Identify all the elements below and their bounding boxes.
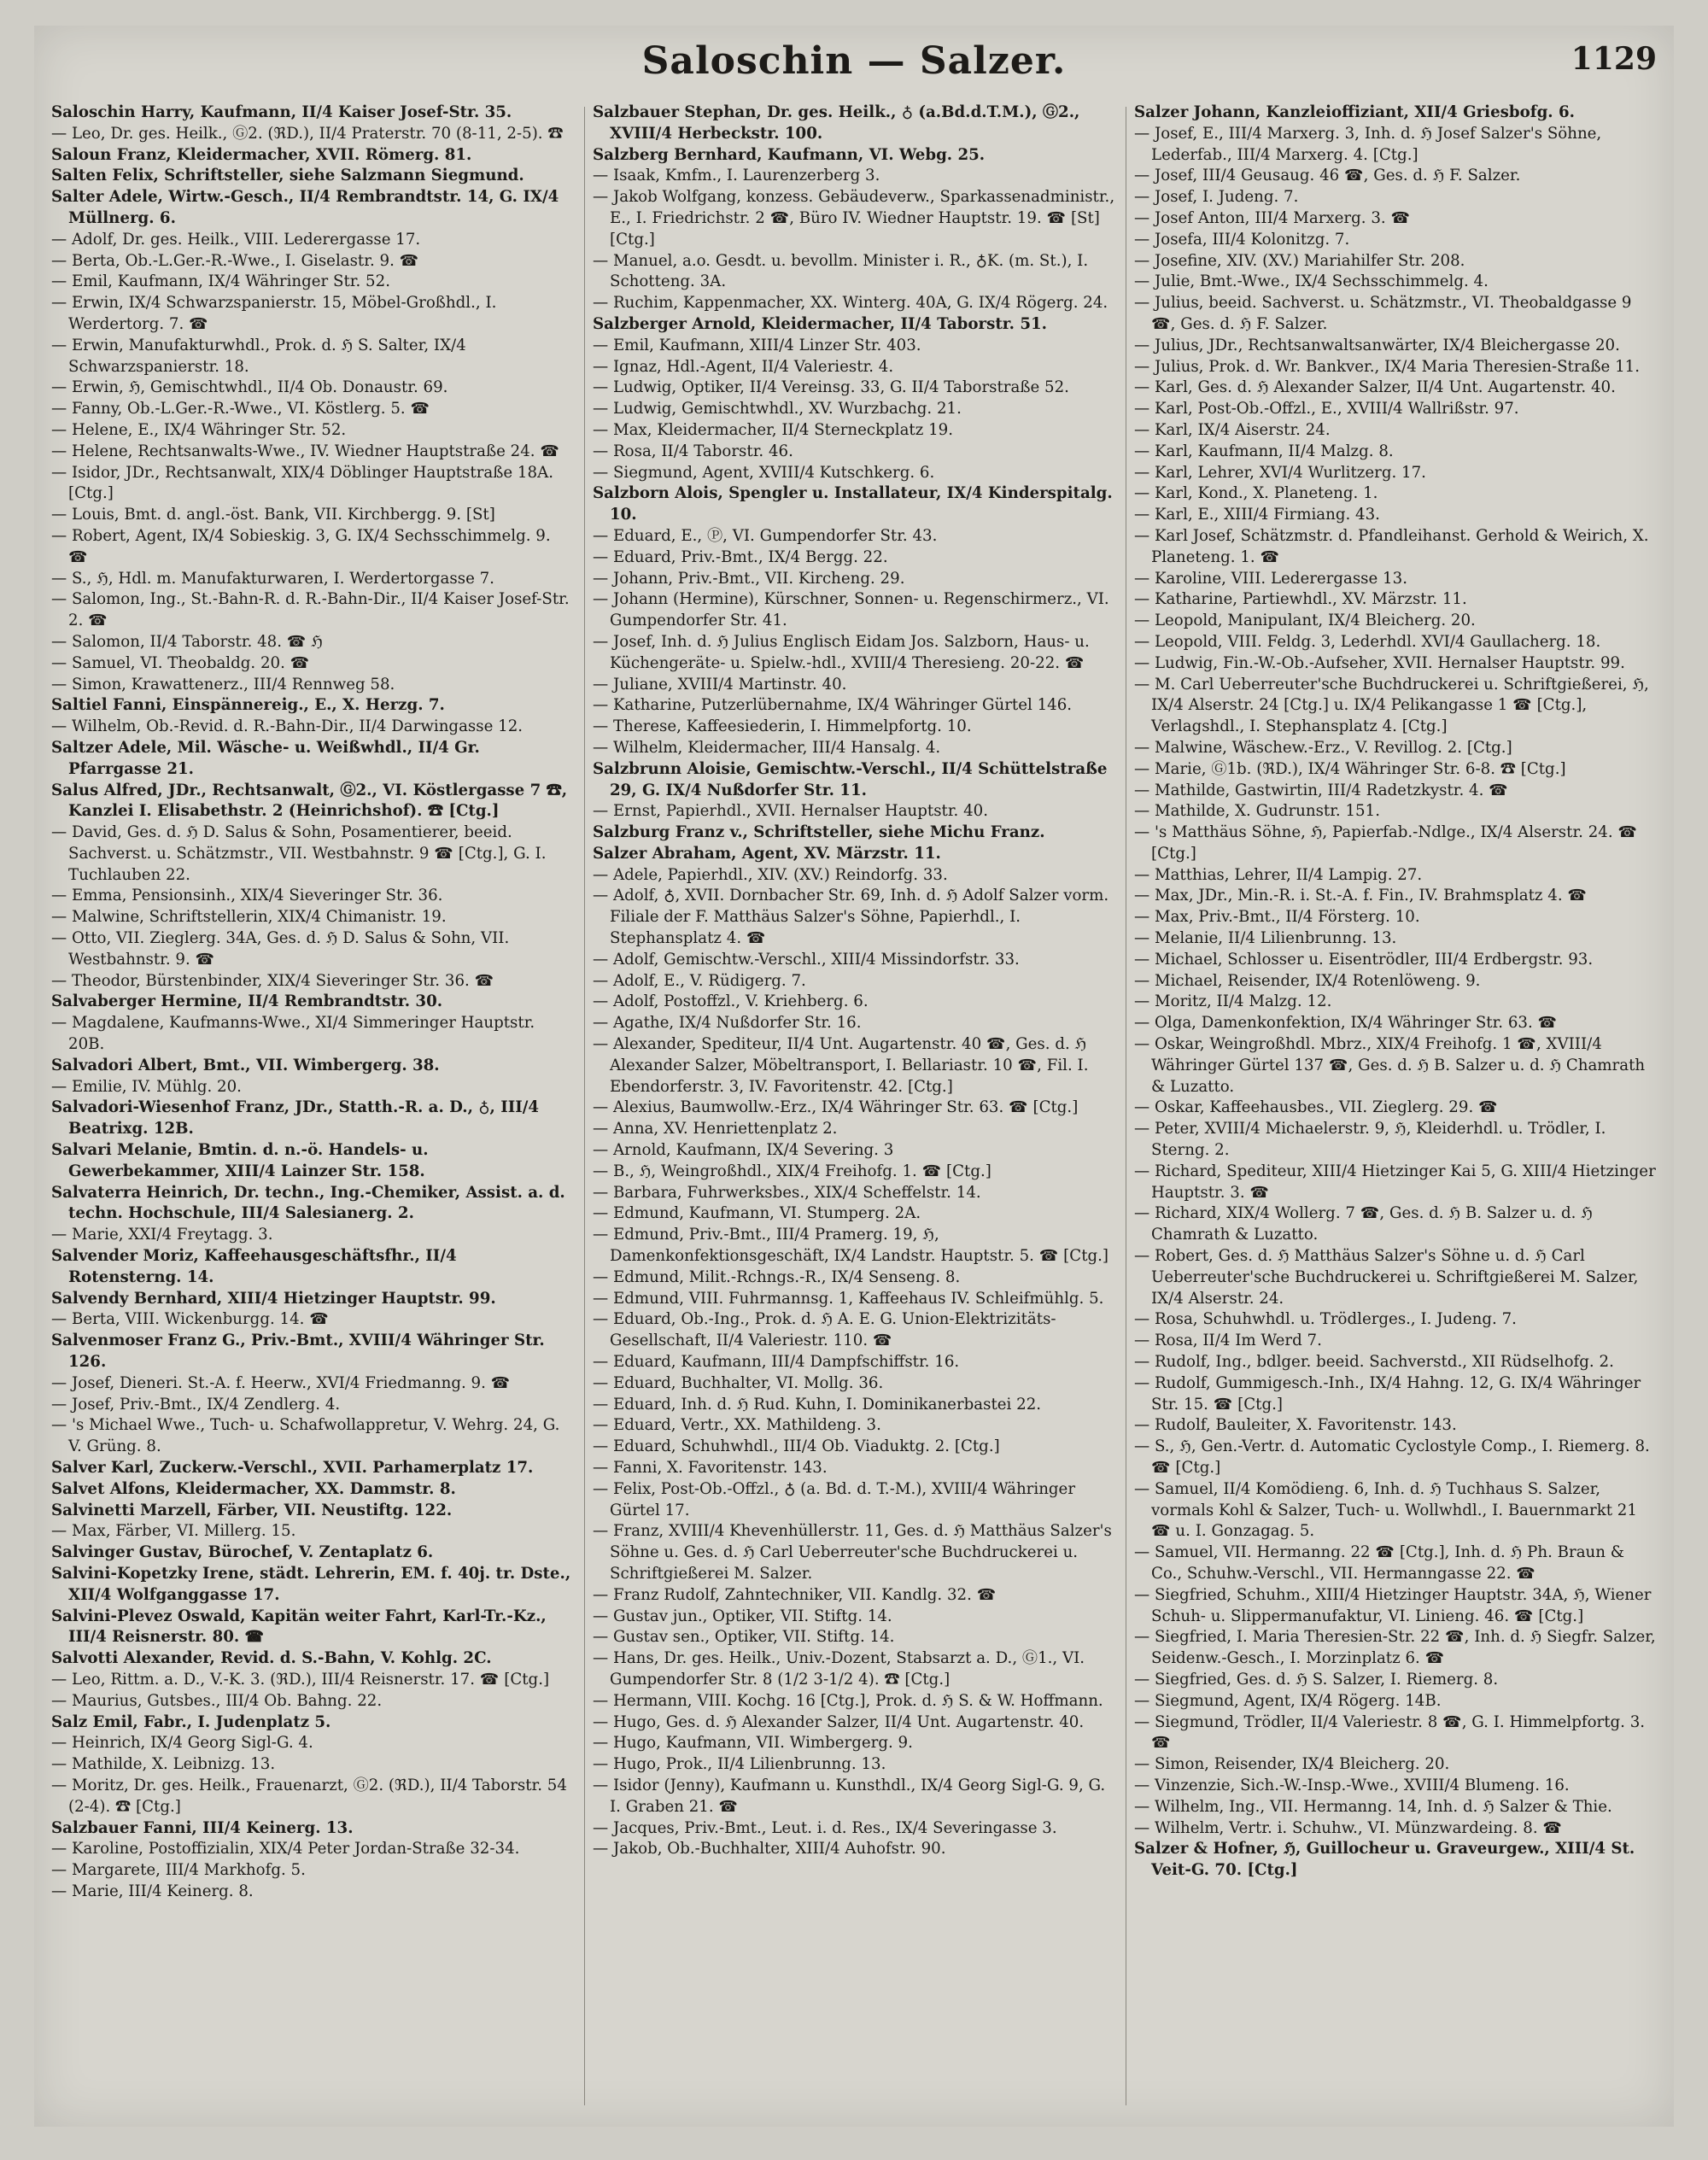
directory-entry: — Josef, I. Judeng. 7. <box>1134 188 1299 207</box>
directory-entry: — Wilhelm, Ob.-Revid. d. R.-Bahn-Dir., II/4 Darwingasse 12. <box>51 717 524 736</box>
directory-entry: — Louis, Bmt. d. angl.-öst. Bank, VII. Kirchbergg. 9. [St] <box>51 506 495 524</box>
directory-entry: — Oskar, Kaffeehausbes., VII. Zieglerg. 29. ☎ <box>1134 1098 1498 1117</box>
directory-entry: Salz Emil, Fabr., I. Judenplatz 5. <box>51 1712 331 1731</box>
directory-entry: Salzbrunn Aloisie, Gemischtw.-Verschl., II/4 Schüttelstraße 29, G. IX/4 Nußdorfer Str. 11. <box>593 759 1108 799</box>
directory-entry: — Manuel, a.o. Gesdt. u. bevollm. Minister i. R., ♁K. (m. St.), I. Schotteng. 3A. <box>593 251 1089 291</box>
directory-entry: — Agathe, IX/4 Nußdorfer Str. 16. <box>593 1014 862 1033</box>
directory-entry: Saltiel Fanni, Einspännereig., E., X. Herzg. 7. <box>51 696 445 715</box>
directory-entry: — S., ℌ, Gen.-Vertr. d. Automatic Cyclostyle Comp., I. Riemerg. 8. ☎ [Ctg.] <box>1134 1437 1650 1477</box>
directory-entry: — David, Ges. d. ℌ D. Salus & Sohn, Posamentierer, beeid. Sachverst. u. Schätzmstr., VII. Westbahnstr. 9 ☎ [Ctg.], G. I. Tuchlauben 22. <box>51 823 547 884</box>
directory-entry: Salzborn Alois, Spengler u. Installateur, IX/4 Kinderspitalg. 10. <box>593 484 1113 524</box>
directory-entry: — Karoline, Postoffizialin, XIX/4 Peter Jordan-Straße 32-34. <box>51 1840 520 1859</box>
directory-entry: — Wilhelm, Kleidermacher, III/4 Hansalg. 4. <box>593 738 941 757</box>
directory-entry: Salzbauer Fanni, III/4 Keinerg. 13. <box>51 1818 354 1837</box>
directory-entry: Salvinetti Marzell, Färber, VII. Neustiftg. 122. <box>51 1501 453 1519</box>
directory-entry: — Maurius, Gutsbes., III/4 Ob. Bahng. 22. <box>51 1691 383 1710</box>
directory-entry: — Franz Rudolf, Zahntechniker, VII. Kandlg. 32. ☎ <box>593 1585 997 1604</box>
directory-entry: — Mathilde, Gastwirtin, III/4 Radetzkystr. 4. ☎ <box>1134 781 1508 799</box>
directory-entry: Salvenmoser Franz G., Priv.-Bmt., XVIII/4 Währinger Str. 126. <box>51 1332 545 1372</box>
directory-entry: Salvini-Kopetzky Irene, städt. Lehrerin, EM. f. 40j. tr. Dste., XII/4 Wolfganggasse 17. <box>51 1564 571 1604</box>
directory-entry: — Max, Färber, VI. Millerg. 15. <box>51 1522 296 1541</box>
directory-entry: — 's Michael Wwe., Tuch- u. Schafwollappretur, V. Wehrg. 24, G. V. Grüng. 8. <box>51 1416 560 1456</box>
directory-entry: — Wilhelm, Ing., VII. Hermanng. 14, Inh. d. ℌ Salzer & Thie. <box>1134 1797 1612 1816</box>
column-divider <box>584 107 585 2105</box>
directory-entry: — Adolf, ♁, XVII. Dornbacher Str. 69, Inh. d. ℌ Adolf Salzer vorm. Filiale der F. Matthäus Salzer's Söhne, Papierhdl., I. Stephansplatz 4. ☎ <box>593 887 1109 948</box>
directory-entry: — Hans, Dr. ges. Heilk., Univ.-Dozent, Stabsarzt a. D., Ⓖ1., VI. Gumpendorfer Str. 8 (1/2 3-1/2 4). ☎ [Ctg.] <box>593 1649 1085 1689</box>
directory-entry: Saloschin Harry, Kaufmann, II/4 Kaiser Josef-Str. 35. <box>51 103 512 121</box>
directory-entry: — Emilie, IV. Mühlg. 20. <box>51 1077 242 1096</box>
directory-entry: — Simon, Reisender, IX/4 Bleicherg. 20. <box>1134 1755 1450 1774</box>
directory-entry: — Gustav jun., Optiker, VII. Stiftg. 14. <box>593 1607 892 1625</box>
directory-entry: — Marie, XXI/4 Freytagg. 3. <box>51 1226 273 1244</box>
directory-entry: — Josefa, III/4 Kolonitzg. 7. <box>1134 230 1350 249</box>
directory-entry: — Richard, XIX/4 Wollerg. 7 ☎, Ges. d. ℌ B. Salzer u. d. ℌ Chamrath & Luzatto. <box>1134 1204 1593 1244</box>
directory-entry: — Margarete, III/4 Markhofg. 5. <box>51 1861 306 1880</box>
directory-entry: — Josef, E., III/4 Marxerg. 3, Inh. d. ℌ Josef Salzer's Söhne, Lederfab., III/4 Marxerg. 4. [Ctg.] <box>1134 124 1602 164</box>
directory-entry: Salver Karl, Zuckerw.-Verschl., XVII. Parhamerplatz 17. <box>51 1459 534 1477</box>
directory-entry: — Siegfried, Ges. d. ℌ S. Salzer, I. Riemerg. 8. <box>1134 1670 1499 1689</box>
directory-entry: Saloun Franz, Kleidermacher, XVII. Römerg. 81. <box>51 145 472 164</box>
directory-entry: — Barbara, Fuhrwerksbes., XIX/4 Scheffelstr. 14. <box>593 1183 981 1202</box>
directory-entry: — Karl Josef, Schätzmstr. d. Pfandleihanst. Gerhold & Weirich, X. Planeteng. 1. ☎ <box>1134 526 1649 566</box>
directory-entry: — Fanni, X. Favoritenstr. 143. <box>593 1459 828 1477</box>
directory-entry: — Rosa, II/4 Im Werd 7. <box>1134 1332 1322 1350</box>
directory-entry: — Franz, XVIII/4 Khevenhüllerstr. 11, Ges. d. ℌ Matthäus Salzer's Söhne u. Ges. d. ℌ Carl Ueberreuter'sche Buchdruckerei u. Schriftgießerei M. Salzer. <box>593 1522 1112 1583</box>
directory-entry: — Eduard, Inh. d. ℌ Rud. Kuhn, I. Dominikanerbastei 22. <box>593 1395 1042 1414</box>
directory-entry: — Ernst, Papierhdl., XVII. Hernalser Hauptstr. 40. <box>593 802 989 821</box>
directory-entry: — Leopold, Manipulant, IX/4 Bleicherg. 20. <box>1134 612 1476 630</box>
directory-entry: — Karl, Kaufmann, II/4 Malzg. 8. <box>1134 442 1394 460</box>
directory-entry: — Erwin, ℌ, Gemischtwhdl., II/4 Ob. Donaustr. 69. <box>51 378 448 397</box>
directory-entry: — M. Carl Ueberreuter'sche Buchdruckerei u. Schriftgießerei, ℌ, IX/4 Alserstr. 24 [Ctg.] u. IX/4 Pelikangasse 1 ☎ [Ctg.], Verlagshdl., I. Stephansplatz 4. [Ctg.] <box>1134 675 1649 736</box>
directory-entry: — Robert, Agent, IX/4 Sobieskig. 3, G. IX/4 Sechsschimmelg. 9. ☎ <box>51 526 551 566</box>
directory-entry: Salzbauer Stephan, Dr. ges. Heilk., ♁ (a.Bd.d.T.M.), Ⓖ2., XVIII/4 Herbeckstr. 100. <box>593 103 1080 143</box>
directory-entry: — Hermann, VIII. Kochg. 16 [Ctg.], Prok. d. ℌ S. & W. Hoffmann. <box>593 1691 1103 1710</box>
directory-page <box>34 26 1674 2127</box>
directory-entry: — Siegfried, Schuhm., XIII/4 Hietzinger Hauptstr. 34A, ℌ, Wiener Schuh- u. Slippermanufaktur, VI. Linieng. 46. ☎ [Ctg.] <box>1134 1585 1652 1625</box>
directory-entry: — Leo, Dr. ges. Heilk., Ⓖ2. (ℜD.), II/4 Praterstr. 70 (8-11, 2-5). ☎ <box>51 124 564 143</box>
directory-entry: — Eduard, E., Ⓟ, VI. Gumpendorfer Str. 43. <box>593 526 938 545</box>
directory-entry: — Matthias, Lehrer, II/4 Lampig. 27. <box>1134 865 1423 884</box>
directory-entry: — Jacques, Priv.-Bmt., Leut. i. d. Res., IX/4 Severingasse 3. <box>593 1818 1057 1837</box>
directory-entry: — Salomon, Ing., St.-Bahn-R. d. R.-Bahn-Dir., II/4 Kaiser Josef-Str. 2. ☎ <box>51 590 570 630</box>
directory-entry: — Eduard, Schuhwhdl., III/4 Ob. Viaduktg. 2. [Ctg.] <box>593 1437 1000 1456</box>
directory-entry: — Eduard, Kaufmann, III/4 Dampfschiffstr. 16. <box>593 1353 960 1372</box>
directory-entry: — 's Matthäus Söhne, ℌ, Papierfab.-Ndlge., IX/4 Alserstr. 24. ☎ [Ctg.] <box>1134 823 1638 863</box>
directory-entry: — Rudolf, Gummigesch.-Inh., IX/4 Hahng. 12, G. IX/4 Währinger Str. 15. ☎ [Ctg.] <box>1134 1373 1641 1414</box>
directory-entry: — Edmund, VIII. Fuhrmannsg. 1, Kaffeehaus IV. Schleifmühlg. 5. <box>593 1289 1104 1308</box>
directory-entry: Salten Felix, Schriftsteller, siehe Salzmann Siegmund. <box>51 167 524 185</box>
directory-entry: — Alexius, Baumwollw.-Erz., IX/4 Währinger Str. 63. ☎ [Ctg.] <box>593 1098 1079 1117</box>
page-title: Saloschin — Salzer. <box>641 39 1067 83</box>
directory-entry: — Erwin, IX/4 Schwarzspanierstr. 15, Möbel-Großhdl., I. Werdertorg. 7. ☎ <box>51 294 497 333</box>
directory-entry: Salvender Moriz, Kaffeehausgeschäftsfhr., II/4 Rotensterng. 14. <box>51 1247 457 1286</box>
directory-entry: — Helene, Rechtsanwalts-Wwe., IV. Wiedner Hauptstraße 24. ☎ <box>51 442 560 460</box>
directory-entry: — Berta, VIII. Wickenburgg. 14. ☎ <box>51 1310 329 1329</box>
directory-entry: — Julie, Bmt.-Wwe., IX/4 Sechsschimmelg. 4. <box>1134 272 1489 291</box>
directory-entry: — Samuel, II/4 Komödieng. 6, Inh. d. ℌ Tuchhaus S. Salzer, vormals Kohl & Salzer, Tuch- u. Wollwhdl., I. Bauernmarkt 21 ☎ u. I. Gonzagag. 5. <box>1134 1479 1637 1541</box>
directory-entry: — Leo, Rittm. a. D., V.-K. 3. (ℜD.), III/4 Reisnerstr. 17. ☎ [Ctg.] <box>51 1670 550 1689</box>
directory-entry: — Josef Anton, III/4 Marxerg. 3. ☎ <box>1134 208 1411 227</box>
directory-entry: Salvadori Albert, Bmt., VII. Wimbergerg. 38. <box>51 1056 440 1074</box>
page-header <box>34 39 1674 99</box>
directory-entry: — Katharine, Putzerlübernahme, IX/4 Währinger Gürtel 146. <box>593 696 1073 715</box>
directory-entry: — Mathilde, X. Gudrunstr. 151. <box>1134 802 1380 821</box>
directory-entry: — Josef, III/4 Geusaug. 46 ☎, Ges. d. ℌ F. Salzer. <box>1134 167 1521 185</box>
directory-entry: — Adolf, Gemischtw.-Verschl., XIII/4 Missindorfstr. 33. <box>593 950 1020 969</box>
directory-entry: Salvinger Gustav, Bürochef, V. Zentaplatz 6. <box>51 1543 434 1562</box>
directory-entry: — Moritz, II/4 Malzg. 12. <box>1134 992 1332 1011</box>
directory-entry: — Julius, JDr., Rechtsanwaltsanwärter, IX/4 Bleichergasse 20. <box>1134 336 1620 354</box>
directory-entry: — Richard, Spediteur, XIII/4 Hietzinger Kai 5, G. XIII/4 Hietzinger Hauptstr. 3. ☎ <box>1134 1162 1656 1202</box>
directory-entry: — Isidor (Jenny), Kaufmann u. Kunsthdl., IX/4 Georg Sigl-G. 9, G. I. Graben 21. ☎ <box>593 1776 1106 1816</box>
directory-entry: — Arnold, Kaufmann, IX/4 Severing. 3 <box>593 1141 894 1160</box>
directory-entry: Salzer & Hofner, ℌ, Guillocheur u. Graveurgew., XIII/4 St. Veit-G. 70. [Ctg.] <box>1134 1840 1635 1880</box>
directory-entry: — Adolf, Postoffzl., V. Kriehberg. 6. <box>593 992 869 1011</box>
directory-entry: — Jakob, Ob.-Buchhalter, XIII/4 Auhofstr. 90. <box>593 1840 946 1859</box>
directory-entry: — S., ℌ, Hdl. m. Manufakturwaren, I. Werdertorgasse 7. <box>51 569 494 588</box>
directory-entry: — Anna, XV. Henriettenplatz 2. <box>593 1120 838 1139</box>
directory-entry: Salzer Johann, Kanzleioffiziant, XII/4 Griesbofg. 6. <box>1134 103 1575 121</box>
directory-entry: Salvet Alfons, Kleidermacher, XX. Dammstr. 8. <box>51 1479 456 1498</box>
directory-entry: — Edmund, Milit.-Rchngs.-R., IX/4 Senseng. 8. <box>593 1267 961 1286</box>
directory-entry: — Olga, Damenkonfektion, IX/4 Währinger Str. 63. ☎ <box>1134 1014 1558 1033</box>
directory-entry: — Johann, Priv.-Bmt., VII. Kircheng. 29. <box>593 569 905 588</box>
directory-entry: Salter Adele, Wirtw.-Gesch., II/4 Rembrandtstr. 14, G. IX/4 Müllnerg. 6. <box>51 188 559 227</box>
directory-entry: — Adele, Papierhdl., XIV. (XV.) Reindorfg. 33. <box>593 865 948 884</box>
directory-entry: — Wilhelm, Vertr. i. Schuhw., VI. Münzwardeing. 8. ☎ <box>1134 1818 1563 1837</box>
directory-entry: Salvaberger Hermine, II/4 Rembrandtstr. 30. <box>51 992 443 1011</box>
directory-entry: — Michael, Schlosser u. Eisentrödler, III/4 Erdbergstr. 93. <box>1134 950 1594 969</box>
column-middle <box>593 102 1115 2110</box>
directory-entry: — Therese, Kaffeesiederin, I. Himmelpfortg. 10. <box>593 717 972 736</box>
directory-entry: — Ruchim, Kappenmacher, XX. Winterg. 40A, G. IX/4 Rögerg. 24. <box>593 294 1108 313</box>
directory-entry: — Berta, Ob.-L.Ger.-R.-Wwe., I. Giselastr. 9. ☎ <box>51 251 419 270</box>
directory-entry: — Theodor, Bürstenbinder, XIX/4 Sieveringer Str. 36. ☎ <box>51 971 494 990</box>
directory-entry: — Max, Priv.-Bmt., II/4 Försterg. 10. <box>1134 908 1420 927</box>
directory-entry: — Rudolf, Ing., bdlger. beeid. Sachverstd., XII Rüdselhofg. 2. <box>1134 1353 1614 1372</box>
directory-entry: — Adolf, E., V. Rüdigerg. 7. <box>593 971 806 990</box>
directory-entry: Salvendy Bernhard, XIII/4 Hietzinger Hauptstr. 99. <box>51 1289 496 1308</box>
directory-entry: — Leopold, VIII. Feldg. 3, Lederhdl. XVI/4 Gaullacherg. 18. <box>1134 632 1601 651</box>
column-right <box>1134 102 1657 2110</box>
directory-entry: — Isaak, Kmfm., I. Laurenzerberg 3. <box>593 167 880 185</box>
directory-entry: — Karl, IX/4 Aiserstr. 24. <box>1134 420 1331 439</box>
directory-entry: — Salomon, II/4 Taborstr. 48. ☎ ℌ <box>51 632 323 651</box>
directory-entry: Salzer Abraham, Agent, XV. Märzstr. 11. <box>593 844 941 863</box>
directory-entry: — Josef, Dieneri. St.-A. f. Heerw., XVI/4 Friedmanng. 9. ☎ <box>51 1373 511 1392</box>
directory-entry: — Katharine, Partiewhdl., XV. Märzstr. 11. <box>1134 590 1467 609</box>
directory-entry: — Mathilde, X. Leibnizg. 13. <box>51 1755 276 1774</box>
directory-entry: — Felix, Post-Ob.-Offzl., ♁ (a. Bd. d. T.-M.), XVIII/4 Währinger Gürtel 17. <box>593 1479 1076 1519</box>
directory-entry: — Karl, Ges. d. ℌ Alexander Salzer, II/4 Unt. Augartenstr. 40. <box>1134 378 1616 397</box>
directory-entry: — Emma, Pensionsinh., XIX/4 Sieveringer Str. 36. <box>51 887 443 905</box>
directory-entry: — Isidor, JDr., Rechtsanwalt, XIX/4 Döblinger Hauptstraße 18A. [Ctg.] <box>51 463 553 503</box>
directory-columns <box>51 102 1657 2110</box>
directory-entry: Salus Alfred, JDr., Rechtsanwalt, Ⓖ2., VI. Köstlergasse 7 ☎, Kanzlei I. Elisabethstr. 2 (Heinrichshof). ☎ [Ctg.] <box>51 781 568 821</box>
directory-entry: — Vinzenzie, Sich.-W.-Insp.-Wwe., XVIII/4 Blumeng. 16. <box>1134 1776 1570 1794</box>
directory-entry: — B., ℌ, Weingroßhdl., XIX/4 Freihofg. 1. ☎ [Ctg.] <box>593 1162 991 1180</box>
directory-entry: — Hugo, Ges. d. ℌ Alexander Salzer, II/4 Unt. Augartenstr. 40. <box>593 1712 1085 1731</box>
directory-entry: — Rosa, II/4 Taborstr. 46. <box>593 442 793 460</box>
directory-entry: — Max, JDr., Min.-R. i. St.-A. f. Fin., IV. Brahmsplatz 4. ☎ <box>1134 887 1588 905</box>
directory-entry: Salvaterra Heinrich, Dr. techn., Ing.-Chemiker, Assist. a. d. techn. Hochschule, III/4 Salesianerg. 2. <box>51 1183 565 1223</box>
directory-entry: — Malwine, Wäschew.-Erz., V. Revillog. 2. [Ctg.] <box>1134 738 1512 757</box>
directory-entry: — Johann (Hermine), Kürschner, Sonnen- u. Regenschirmerz., VI. Gumpendorfer Str. 41. <box>593 590 1109 630</box>
directory-entry: — Edmund, Priv.-Bmt., III/4 Pramerg. 19, ℌ, Damenkonfektionsgeschäft, IX/4 Landstr. Hauptstr. 5. ☎ [Ctg.] <box>593 1226 1109 1266</box>
directory-entry: — Robert, Ges. d. ℌ Matthäus Salzer's Söhne u. d. ℌ Carl Ueberreuter'sche Buchdruckerei u. Schriftgießerei M. Salzer, IX/4 Alserstr. 24. <box>1134 1247 1639 1308</box>
directory-entry: — Karl, Post-Ob.-Offzl., E., XVIII/4 Wallrißstr. 97. <box>1134 400 1519 419</box>
directory-entry: — Eduard, Vertr., XX. Mathildeng. 3. <box>593 1416 881 1435</box>
directory-entry: — Hugo, Kaufmann, VII. Wimbergerg. 9. <box>593 1734 913 1753</box>
directory-entry: — Siegmund, Agent, IX/4 Rögerg. 14B. <box>1134 1691 1442 1710</box>
directory-entry: Salzberger Arnold, Kleidermacher, II/4 Taborstr. 51. <box>593 314 1047 333</box>
directory-entry: — Siegfried, I. Maria Theresien-Str. 22 ☎, Inh. d. ℌ Siegfr. Salzer, Seidenw.-Gesch., I. Morzinplatz 6. ☎ <box>1134 1628 1656 1668</box>
directory-entry: — Karl, Lehrer, XVI/4 Wurlitzerg. 17. <box>1134 463 1426 482</box>
directory-entry: Salvotti Alexander, Revid. d. S.-Bahn, V. Kohlg. 2C. <box>51 1649 492 1668</box>
directory-entry: — Marie, Ⓖ1b. (ℜD.), IX/4 Währinger Str. 6-8. ☎ [Ctg.] <box>1134 759 1566 778</box>
directory-entry: — Ludwig, Gemischtwhdl., XV. Wurzbachg. 21. <box>593 400 962 419</box>
directory-entry: — Josef, Priv.-Bmt., IX/4 Zendlerg. 4. <box>51 1395 341 1414</box>
directory-entry: — Adolf, Dr. ges. Heilk., VIII. Lederergasse 17. <box>51 230 421 249</box>
directory-entry: — Moritz, Dr. ges. Heilk., Frauenarzt, Ⓖ2. (ℜD.), II/4 Taborstr. 54 (2-4). ☎ [Ctg.] <box>51 1776 567 1816</box>
directory-entry: — Jakob Wolfgang, konzess. Gebäudeverw., Sparkassenadministr., E., I. Friedrichstr. 2 ☎, Büro IV. Wiedner Hauptstr. 19. ☎ [St] [Ctg.] <box>593 188 1115 249</box>
directory-entry: — Otto, VII. Zieglerg. 34A, Ges. d. ℌ D. Salus & Sohn, VII. Westbahnstr. 9. ☎ <box>51 929 510 969</box>
directory-entry: — Siegmund, Agent, XVIII/4 Kutschkerg. 6. <box>593 463 935 482</box>
directory-entry: — Helene, E., IX/4 Währinger Str. 52. <box>51 420 347 439</box>
directory-entry: — Erwin, Manufakturwhdl., Prok. d. ℌ S. Salter, IX/4 Schwarzspanierstr. 18. <box>51 336 466 376</box>
directory-entry: — Melanie, II/4 Lilienbrunng. 13. <box>1134 929 1397 948</box>
directory-entry: — Eduard, Ob.-Ing., Prok. d. ℌ A. E. G. Union-Elektrizitäts-Gesellschaft, II/4 Valeriestr. 110. ☎ <box>593 1310 1056 1350</box>
directory-entry: — Heinrich, IX/4 Georg Sigl-G. 4. <box>51 1734 313 1753</box>
directory-entry: — Karoline, VIII. Lederergasse 13. <box>1134 569 1407 588</box>
directory-entry: — Siegmund, Trödler, II/4 Valeriestr. 8 ☎, G. I. Himmelpfortg. 3. ☎ <box>1134 1712 1646 1753</box>
page-number: 1129 <box>1571 41 1657 77</box>
directory-entry: — Simon, Krawattenerz., III/4 Rennweg 58. <box>51 675 395 694</box>
directory-entry: — Magdalene, Kaufmanns-Wwe., XI/4 Simmeringer Hauptstr. 20B. <box>51 1014 535 1054</box>
directory-entry: — Karl, Kond., X. Planeteng. 1. <box>1134 484 1378 503</box>
directory-entry: — Ignaz, Hdl.-Agent, II/4 Valeriestr. 4. <box>593 357 894 376</box>
directory-entry: — Samuel, VII. Hermanng. 22 ☎ [Ctg.], Inh. d. ℌ Ph. Braun & Co., Schuhw.-Verschl., VII. Hermanngasse 22. ☎ <box>1134 1543 1624 1583</box>
directory-entry: — Max, Kleidermacher, II/4 Sterneckplatz 19. <box>593 420 954 439</box>
directory-entry: — Emil, Kaufmann, XIII/4 Linzer Str. 403. <box>593 336 921 354</box>
directory-entry: Salvini-Plevez Oswald, Kapitän weiter Fahrt, Karl-Tr.-Kz., III/4 Reisnerstr. 80. ☎ <box>51 1607 547 1647</box>
directory-entry: Salzberg Bernhard, Kaufmann, VI. Webg. 25. <box>593 145 986 164</box>
directory-entry: — Ludwig, Fin.-W.-Ob.-Aufseher, XVII. Hernalser Hauptstr. 99. <box>1134 653 1625 672</box>
directory-entry: — Malwine, Schriftstellerin, XIX/4 Chimanistr. 19. <box>51 908 447 927</box>
directory-entry: — Eduard, Buchhalter, VI. Mollg. 36. <box>593 1373 884 1392</box>
directory-entry: — Samuel, VI. Theobaldg. 20. ☎ <box>51 653 310 672</box>
directory-entry: Salvari Melanie, Bmtin. d. n.-ö. Handels- u. Gewerbekammer, XIII/4 Lainzer Str. 158. <box>51 1141 429 1180</box>
directory-entry: — Julius, beeid. Sachverst. u. Schätzmstr., VI. Theobaldgasse 9 ☎, Ges. d. ℌ F. Salzer. <box>1134 294 1632 333</box>
directory-entry: — Marie, III/4 Keinerg. 8. <box>51 1882 254 1900</box>
directory-entry: — Rosa, Schuhwhdl. u. Trödlerges., I. Judeng. 7. <box>1134 1310 1517 1329</box>
directory-entry: — Peter, XVIII/4 Michaelerstr. 9, ℌ, Kleiderhdl. u. Trödler, I. Sterng. 2. <box>1134 1120 1606 1160</box>
directory-entry: — Karl, E., XIII/4 Firmiang. 43. <box>1134 506 1380 524</box>
directory-entry: — Michael, Reisender, IX/4 Rotenlöweng. 9. <box>1134 971 1481 990</box>
directory-entry: — Emil, Kaufmann, IX/4 Währinger Str. 52. <box>51 272 390 291</box>
directory-entry: — Fanny, Ob.-L.Ger.-R.-Wwe., VI. Köstlerg. 5. ☎ <box>51 400 430 419</box>
directory-entry: — Josef, Inh. d. ℌ Julius Englisch Eidam Jos. Salzborn, Haus- u. Küchengeräte- u. Spielw.-hdl., XVIII/4 Theresieng. 20-22. ☎ <box>593 632 1090 672</box>
directory-entry: — Ludwig, Optiker, II/4 Vereinsg. 33, G. II/4 Taborstraße 52. <box>593 378 1069 397</box>
directory-entry: — Rudolf, Bauleiter, X. Favoritenstr. 143. <box>1134 1416 1457 1435</box>
column-left <box>51 102 574 2110</box>
directory-entry: — Edmund, Kaufmann, VI. Stumperg. 2A. <box>593 1204 921 1223</box>
directory-entry: — Gustav sen., Optiker, VII. Stiftg. 14. <box>593 1628 895 1647</box>
directory-entry: — Hugo, Prok., II/4 Lilienbrunng. 13. <box>593 1755 886 1774</box>
directory-entry: — Alexander, Spediteur, II/4 Unt. Augartenstr. 40 ☎, Ges. d. ℌ Alexander Salzer, Möbeltransport, I. Bellariastr. 10 ☎, Fil. I. Ebendorferstr. 3, IV. Favoritenstr. 42. [Ctg.] <box>593 1035 1089 1096</box>
directory-entry: Salzburg Franz v., Schriftsteller, siehe Michu Franz. <box>593 823 1045 842</box>
directory-entry: — Josefine, XIV. (XV.) Mariahilfer Str. 208. <box>1134 251 1465 270</box>
directory-entry: — Juliane, XVIII/4 Martinstr. 40. <box>593 675 847 694</box>
directory-entry: Saltzer Adele, Mil. Wäsche- u. Weißwhdl., II/4 Gr. Pfarrgasse 21. <box>51 738 480 778</box>
directory-entry: — Julius, Prok. d. Wr. Bankver., IX/4 Maria Theresien-Straße 11. <box>1134 357 1641 376</box>
directory-entry: — Eduard, Priv.-Bmt., IX/4 Bergg. 22. <box>593 547 888 566</box>
directory-entry: Salvadori-Wiesenhof Franz, JDr., Statth.-R. a. D., ♁, III/4 Beatrixg. 12B. <box>51 1098 540 1139</box>
directory-entry: — Oskar, Weingroßhdl. Mbrz., XIX/4 Freihofg. 1 ☎, XVIII/4 Währinger Gürtel 137 ☎, Ges. d. ℌ B. Salzer u. d. ℌ Chamrath & Luzatto. <box>1134 1035 1646 1096</box>
